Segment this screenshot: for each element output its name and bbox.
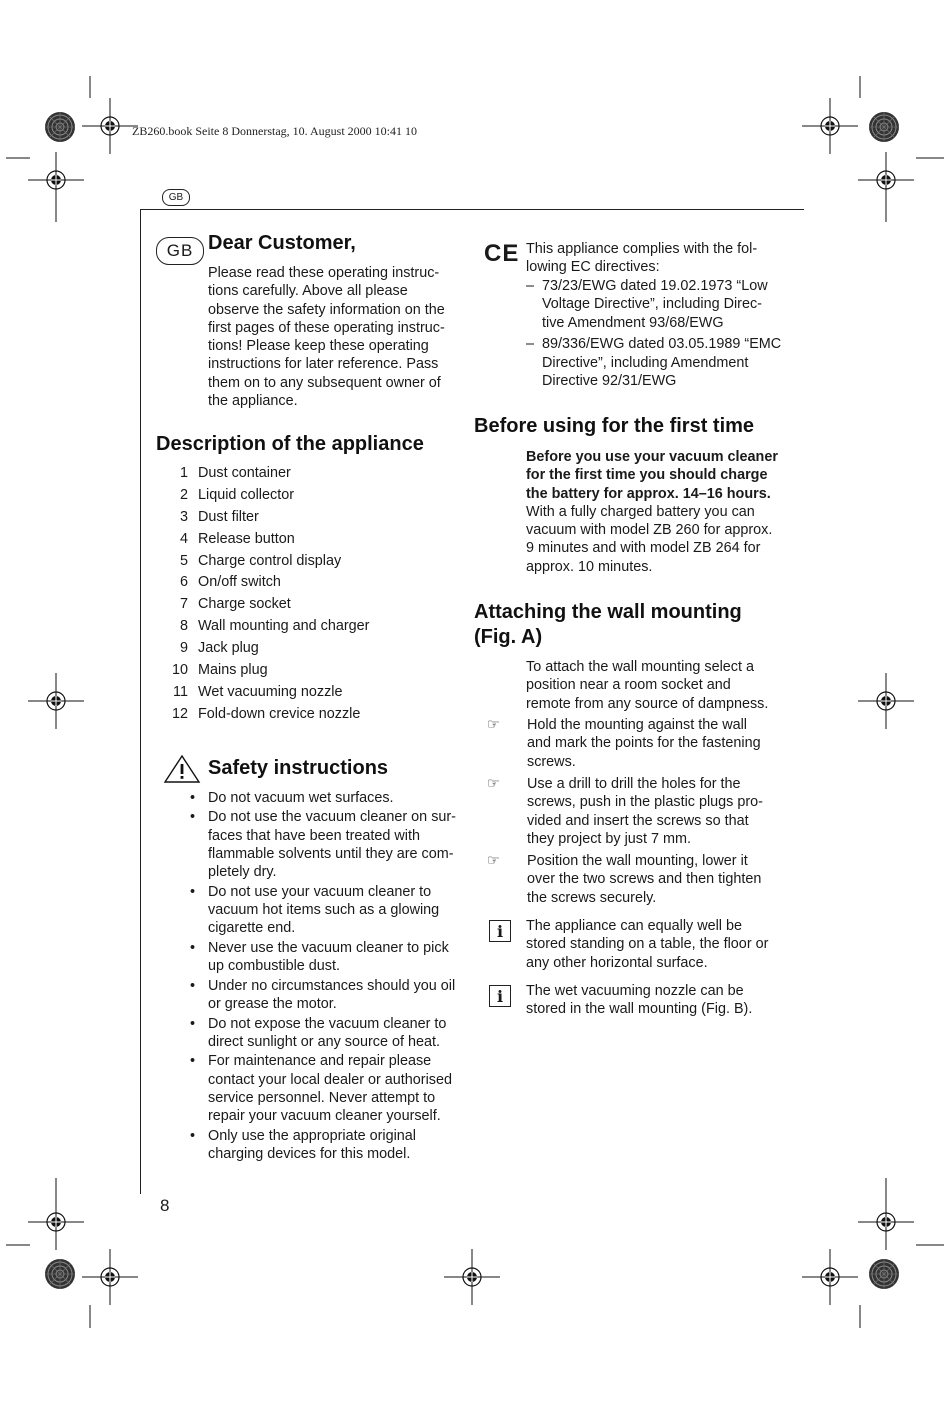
- wall-mount-heading: Attaching the wall mounting (Fig. A): [474, 601, 742, 648]
- parts-list: [172, 463, 472, 726]
- list-item: 3 Dust filter: [179, 508, 259, 525]
- list-item: 2 Liquid collector: [179, 486, 294, 503]
- ce-intro: This appliance complies with the fol- lowing EC directives:: [526, 241, 758, 276]
- dear-customer-heading: Dear Customer,: [208, 232, 356, 254]
- list-item: 9 Jack plug: [179, 640, 259, 657]
- page-number: 8: [160, 1196, 170, 1215]
- list-item: – 89/336/EWG dated 03.05.1989 “EMC Directive”, including Amendment Directive 92/31/EWG: [526, 336, 782, 389]
- directive-list: [526, 277, 786, 394]
- info-note: The appliance can equally well be stored standing on a table, the floor or any other horizontal surface.: [526, 918, 769, 971]
- pointing-hand-icon: ☞: [487, 853, 500, 869]
- step-item: ☞ Use a drill to drill the holes for the screws, push in the plastic plugs pro- vided and insert the screws so that they project by just 7 mm.: [487, 776, 763, 847]
- step-item: ☞ Hold the mounting against the wall and mark the points for the fastening screws.: [487, 717, 761, 770]
- list-item: 5 Charge control display: [179, 552, 342, 569]
- list-item: • Only use the appropriate original charging devices for this model.: [190, 1127, 416, 1162]
- list-item: • Under no circumstances should you oil or grease the motor.: [190, 977, 456, 1013]
- list-item: • Never use the vacuum cleaner to pick up combustible dust.: [190, 939, 449, 975]
- list-item: 4 Release button: [179, 530, 295, 547]
- ce-mark-icon: CE: [484, 240, 520, 267]
- language-tag-small: GB: [162, 189, 190, 206]
- safety-list: [190, 789, 475, 1164]
- left-rule: [140, 209, 141, 1194]
- info-note: The wet vacuuming nozzle can be stored in the wall mounting (Fig. B).: [526, 983, 753, 1018]
- list-item: • Do not use your vacuum cleaner to vacuum hot items such as a glowing cigarette end.: [190, 883, 440, 937]
- info-icon: i: [489, 985, 511, 1007]
- wall-mount-intro: To attach the wall mounting select a position near a room socket and remote from any source of dampness.: [526, 659, 769, 712]
- first-use-heading: Before using for the first time: [474, 415, 755, 437]
- list-item: 1 Dust container: [179, 465, 291, 481]
- warning-icon: [163, 754, 201, 784]
- list-item: – 73/23/EWG dated 19.02.1973 “Low Voltage Directive”, including Direc- tive Amendment 93/68/EWG: [526, 278, 768, 331]
- list-item: 10 Mains plug: [172, 662, 268, 679]
- list-item: 8 Wall mounting and charger: [179, 618, 370, 635]
- first-use-text: Before you use your vacuum cleaner for the first time you should charge the battery for approx. 14–16 hours. With a fully charged battery you can vacuum with model ZB 260 for approx. 9 minutes and with model ZB 264 for approx. 10 minutes.: [526, 449, 778, 575]
- pointing-hand-icon: ☞: [487, 717, 500, 733]
- list-item: 6 On/off switch: [179, 574, 281, 591]
- list-item: 12 Fold-down crevice nozzle: [172, 705, 361, 722]
- step-item: ☞ Position the wall mounting, lower it over the two screws and then tighten the screws securely.: [487, 853, 762, 906]
- top-rule: [140, 209, 804, 210]
- list-item: 7 Charge socket: [179, 596, 291, 613]
- info-icon: i: [489, 920, 511, 942]
- safety-heading: Safety instructions: [208, 757, 389, 779]
- list-item: • Do not vacuum wet surfaces.: [190, 790, 394, 806]
- pointing-hand-icon: ☞: [487, 776, 500, 792]
- list-item: • Do not expose the vacuum cleaner to direct sunlight or any source of heat.: [190, 1015, 447, 1050]
- list-item: • Do not use the vacuum cleaner on sur- faces that have been treated with flammable solvents until they are com- pletely dry.: [190, 809, 456, 881]
- list-item: 11 Wet vacuuming nozzle: [173, 683, 343, 700]
- language-badge: GB: [156, 237, 204, 265]
- print-header: ZB260.book Seite 8 Donnerstag, 10. August 2000 10:41 10: [132, 124, 417, 138]
- description-heading: Description of the appliance: [156, 433, 424, 455]
- list-item: • For maintenance and repair please contact your local dealer or authorised service personnel. Never attempt to repair your vacuum cleaner yourself.: [190, 1053, 452, 1125]
- dear-customer-text: Please read these operating instruc- tions carefully. Above all please observe the safety information on the first pages of these operating instruc- tions! Please keep these operating instructions for later reference. Pass them on to any subsequent owner of the appliance.: [208, 265, 445, 410]
